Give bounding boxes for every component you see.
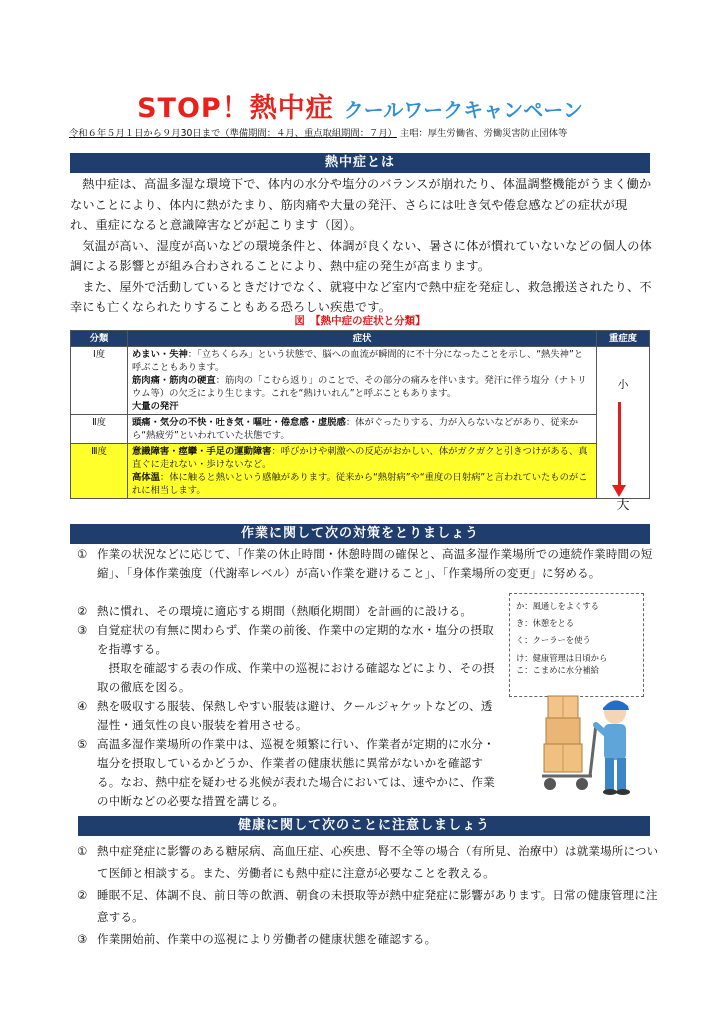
list-item: ④ 熱を吸収する服装、保熱しやすい服装は避け、クールジャケットなどの、透湿性・通気性の良い服装を着用させる。 xyxy=(77,699,493,732)
worker-body xyxy=(604,724,626,760)
list-item: ② 睡眠不足、体調不良、前日等の飲酒、朝食の未摂取等が熱中症発症に影響があります。日常の健康管理に注意する。 xyxy=(77,888,658,924)
table-row xyxy=(71,347,650,415)
list-item-sub: 摂取を確認する表の作成、作業中の巡視における確認などにより、その摂取の徹底を図る。 xyxy=(97,661,495,694)
tip-item: け：健康管理は日頃から xyxy=(516,653,608,663)
tip-item: こ：こまめに水分補給 xyxy=(516,665,599,675)
list-item: ③ 作業開始前、作業中の巡視により労働者の健康状態を確認する。 xyxy=(77,932,437,946)
list-item: ① 熱中症発症に影響のある糖尿病、高血圧症、心疾患、腎不全等の場合（有所見、治療中）は就業場所について医師と相談する。また、労働者にも熱中症に注意が必要なことを教える。 xyxy=(77,844,659,880)
section-heading-work-measures: 作業に関して次の対策をとりましょう xyxy=(70,524,650,544)
header-class: 分類 xyxy=(71,331,128,347)
campaign-sponsors: 主唱：厚生労働省、労働災害防止団体等 xyxy=(399,128,568,139)
symptom-cell xyxy=(128,415,597,444)
page-title xyxy=(0,86,720,125)
list-item: ② 熱に慣れ、その環境に適応する期間（熱順化期間）を計画的に設ける。 xyxy=(77,604,473,618)
down-arrow-icon xyxy=(612,485,626,497)
kakikukeko-tips-box xyxy=(509,593,644,697)
intro-paragraphs xyxy=(70,174,652,318)
list-item: ③ 自覚症状の有無に関わらず、作業の前後、作業中の定期的な水・塩分の摂取を指導する。 摂取を確認する表の作成、作業中の巡視における確認などにより、その摂取の徹底を図る。 xyxy=(70,621,504,697)
class-cell: Ⅱ度 xyxy=(71,415,128,444)
symptom-line: 大量の発汗 xyxy=(132,401,179,412)
header-symptom: 症状 xyxy=(128,331,597,347)
list-item: ① 作業の状況などに応じて、「作業の休止時間・休憩時間の確保と、高温多湿作業場所での連続作業時間の短縮」、「身体作業強度（代謝率レベル）が高い作業を避けること」、「作業場所の変更」に努める。 xyxy=(77,547,653,580)
campaign-period: 令和６年５月１日から９月30日まで（準備期間：４月、重点取組期間：７月） xyxy=(69,128,397,139)
severity-cell xyxy=(597,347,650,513)
table-header-row xyxy=(71,331,650,347)
table-row xyxy=(71,415,650,444)
symptom-cell xyxy=(128,347,597,415)
figure-caption: 図 【熱中症の症状と分類】 xyxy=(294,315,426,327)
symptom-line: 意識障害・痙攣・手足の運動障害：呼びかけや刺激への反応がおかしい、体がガクガクと引きつけがある、真直ぐに走れない・歩けないなど。 xyxy=(132,446,588,470)
symptom-table xyxy=(70,330,650,513)
symptom-line: 高体温：体に触ると熱いという感触があります。従来から“熱射病”や“重度の日射病”と言われていたものがこれに相当します。 xyxy=(132,472,588,496)
symptom-cell xyxy=(128,444,597,499)
symptom-line: めまい・失神：「立ちくらみ」という状態で、脳への血流が瞬間的に不十分になったことを示し、“熱失神”と呼ぶこともあります。 xyxy=(132,349,584,373)
list-item: ⑤ 高温多湿作業場所の作業中は、巡視を頻繁に行い、作業者が定期的に水分・塩分を摂取しているかどうか、作業者の健康状態に異常がないかを確認する。なお、熱中症を疑わせる兆候が表れた場合においては、速やかに、作業の中断などの必要な措置を講じる。 xyxy=(77,737,495,808)
tip-item: く：クーラーを使う xyxy=(516,635,591,645)
campaign-period-line xyxy=(69,125,567,139)
intro-paragraph: 気温が高い、湿度が高いなどの環境条件と、体調が良くない、暑さに体が慣れていないなどの個人の体調による影響とが組み合わされることにより、熱中症の発生が高まります。 xyxy=(70,238,653,273)
header-severity: 重症度 xyxy=(597,331,650,347)
work-measures-list xyxy=(70,602,504,811)
section-heading-heatstroke: 熱中症とは xyxy=(70,153,650,173)
severity-low-label: 小 xyxy=(617,378,629,391)
table-row xyxy=(71,444,650,499)
intro-paragraph: 熱中症は、高温多湿な環境下で、体内の水分や塩分のバランスが崩れたり、体温調整機能がうまく働かないことにより、体内に熱がたまり、筋肉痛や大量の発汗、さらには吐き気や倦怠感などの症状が現れ、重症になると意識障害などが起こります（図）。 xyxy=(70,177,652,232)
class-cell: Ⅰ度 xyxy=(71,347,128,415)
title-main: STOP！熱中症 xyxy=(137,93,334,124)
title-sub: クールワークキャンペーン xyxy=(343,98,583,122)
tip-item: か：風通しをよくする xyxy=(516,601,599,611)
health-list xyxy=(70,840,660,950)
severity-arrow-shaft xyxy=(618,402,621,488)
symptom-line: 筋肉痛・筋肉の硬直：筋肉の「こむら返り」のことで、その部分の痛みを伴います。発汗に伴う塩分（ナトリウム等）の欠乏により生じます。これを“熱けいれん”と呼ぶこともあります。 xyxy=(132,375,587,399)
section-heading-health: 健康に関して次のことに注意しましょう xyxy=(78,816,650,836)
cap-icon xyxy=(603,700,629,710)
box-icon xyxy=(546,718,580,744)
worker-with-cart-illustration xyxy=(540,692,650,797)
tip-item: き：休憩をとる xyxy=(516,618,575,628)
symptom-line: 頭痛・気分の不快・吐き気・嘔吐・倦怠感・虚脱感：体がぐったりする、力が入らないなどがあり、従来から“熱疲労”といわれていた状態です。 xyxy=(132,417,579,441)
intro-paragraph: また、屋外で活動しているときだけでなく、就寝中など室内で熱中症を発症し、救急搬送されたり、不幸にも亡くなられたりすることもある恐ろしい疾患です。 xyxy=(70,279,652,314)
work-measures-list-top xyxy=(70,545,660,583)
class-cell: Ⅲ度 xyxy=(71,444,128,499)
severity-high-label: 大 xyxy=(616,498,630,513)
